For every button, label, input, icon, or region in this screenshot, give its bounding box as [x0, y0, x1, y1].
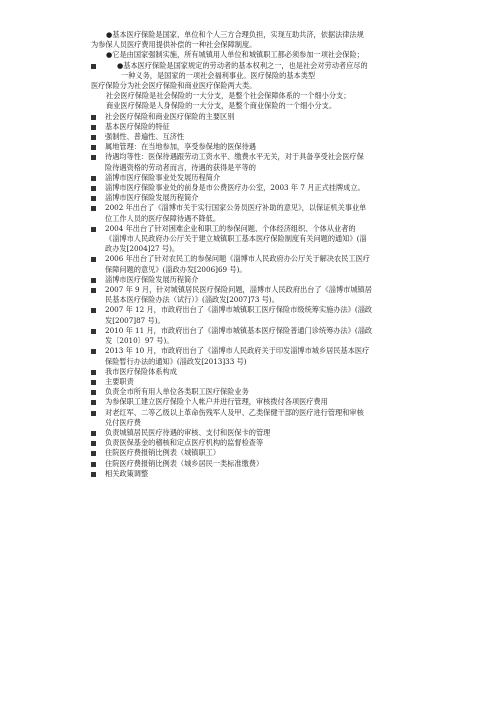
list-item-text: 主要职责	[105, 376, 134, 386]
list-item-text: 淄博市医疗保险发展历程简介	[105, 274, 199, 284]
list-item-text: 淄博市医疗保险事业处发展历程简介	[105, 172, 221, 182]
document-body	[0, 30, 496, 479]
square-bullet-icon	[91, 257, 96, 262]
list-item-text-continued: 政办发[2004]27 号)。	[105, 244, 180, 254]
list-item	[0, 367, 496, 377]
body-line: 医疗保险分为社会医疗保险和商业医疗保险两大类。	[91, 81, 257, 91]
square-bullet-icon	[91, 115, 96, 120]
square-bullet-icon	[91, 206, 96, 211]
square-bullet-icon	[91, 400, 96, 405]
square-bullet-icon	[91, 196, 96, 201]
list-item-text-continued: 险待遇资格的劳动者而言，待遇的获得是平等的	[105, 162, 256, 172]
list-item	[0, 61, 496, 71]
square-bullet-icon	[91, 278, 96, 283]
square-bullet-icon	[91, 125, 96, 130]
list-item	[0, 142, 496, 152]
square-bullet-icon	[91, 431, 96, 436]
list-item-text: 住院医疗费报销比例表（城乡居民一类标准缴费）	[105, 458, 264, 468]
square-bullet-icon	[91, 227, 96, 232]
square-bullet-icon	[91, 390, 96, 395]
intro-line-3: ●它是由国家强制实施，所有城镇用人单位和城镇职工都必须参加一项社会保险；	[106, 50, 364, 60]
intro-line-1: ●基本医疗保险是国家、单位和个人三方合理负担，实现互助共济，依据法律法规	[106, 30, 364, 39]
list-item	[0, 183, 496, 193]
list-item-text: 2010 年 11 月，市政府出台了《淄博市城镇基本医疗保险普通门诊统筹办法》(淄政	[105, 325, 373, 335]
list-item	[0, 326, 496, 346]
square-bullet-icon	[91, 472, 96, 477]
square-bullet-icon	[91, 288, 96, 293]
list-item-text: 2007 年 9 月，针对城镇居民医疗保险问题，淄博市人民政府出台了《淄博市城镇居	[105, 285, 372, 295]
square-bullet-icon	[91, 64, 96, 69]
list-item-text: 负责医保基金的稽核和定点医疗机构的监督检查等	[105, 438, 264, 448]
list-item-text: 我市医疗保险体系构成	[105, 366, 177, 376]
square-bullet-icon	[91, 329, 96, 334]
list-item-text-continued: 位工作人员的医疗保障待遇不降低。	[105, 213, 221, 223]
list-item	[0, 346, 496, 366]
square-bullet-icon	[91, 451, 96, 456]
body-line: 商业医疗保险是人身保险的一大分支，是整个商业保险的一个细小分支。	[106, 101, 337, 111]
list-item-text: 基本医疗保险的特征	[105, 121, 170, 131]
list-item-text: 2002 年出台了《淄博市关于实行国家公务员医疗补助的意见》，以保证机关事业单	[105, 203, 367, 213]
list-item-text: 2004 年出台了针对困难企业和职工的参保问题、个体经济组织、个体从业者的	[105, 223, 356, 233]
list-item	[0, 397, 496, 407]
list-item-text: 属地管理：在当地参加，享受参保地的医保待遇	[105, 142, 256, 152]
list-item	[0, 377, 496, 387]
list-item-text: 待遇均等性：医保待遇跟劳动工资水平、缴费水平无关，对于具备享受社会医疗保	[105, 152, 364, 162]
square-bullet-icon	[91, 441, 96, 446]
list-item-text-continued: 保险暂行办法的通知》(淄政发[2013]33 号)	[105, 356, 247, 366]
list-item	[0, 428, 496, 438]
list-item	[0, 152, 496, 172]
list-item-text: 为参保职工建立医疗保险个人帐户并进行管理，审核拨付各项医疗费用	[105, 397, 328, 407]
list-item	[0, 254, 496, 274]
list-item	[0, 408, 496, 428]
list-item-text: 2013 年 10 月，市政府出台了《淄博市人民政府关于印发淄博市城乡居民基本医疗	[105, 346, 370, 356]
square-bullet-icon	[91, 308, 96, 313]
square-bullet-icon	[91, 155, 96, 160]
list-item	[0, 469, 496, 479]
square-bullet-icon	[91, 411, 96, 416]
square-bullet-icon	[91, 462, 96, 467]
square-bullet-icon	[91, 370, 96, 375]
list-item-text: 住院医疗费报销比例表（城镇职工）	[105, 448, 221, 458]
square-bullet-icon	[91, 349, 96, 354]
list-item-text: 2007 年 12 月，市政府出台了《淄博市城镇职工医疗保险市级统筹实施办法》(淄政	[105, 305, 373, 315]
list-item	[0, 459, 496, 469]
list-item-text: 2006 年出台了针对农民工的参保问题《淄博市人民政府办公厅关于解决农民工医疗	[105, 254, 370, 264]
list-item-text-continued: 《淄博市人民政府办公厅关于建立城镇职工基本医疗保险制度有关问题的通知》(淄	[105, 234, 367, 244]
square-bullet-icon	[91, 380, 96, 385]
list-item-text: 负责全市所有用人单位各类职工医疗保险业务	[105, 387, 249, 397]
list-item-text: 淄博市医疗保险发展历程简介	[105, 193, 199, 203]
list-item	[0, 275, 496, 285]
list-item-text-continued: 保障问题的意见》(淄政办发[2006]69 号)。	[105, 264, 247, 274]
list-item-text: ●基本医疗保险是国家规定的劳动者的基本权利之一，也是社会对劳动者应尽的	[117, 60, 368, 70]
list-item-text: 强制性、普遍性、互济性	[105, 132, 185, 142]
body-line: 一种义务，是国家的一项社会福利事业。医疗保险的基本类型	[121, 70, 316, 80]
list-item	[0, 122, 496, 132]
list-item-text: 负责城镇居民医疗待遇的审核、支付和医保卡的管理	[105, 427, 271, 437]
list-item	[0, 112, 496, 122]
list-item-text: 相关政策调整	[105, 468, 149, 478]
body-line: 社会医疗保险是社会保险的一大分支，是整个社会保障体系的一个细小分支；	[106, 91, 351, 101]
list-item	[0, 132, 496, 142]
square-bullet-icon	[91, 186, 96, 191]
square-bullet-icon	[91, 145, 96, 150]
list-item	[0, 173, 496, 183]
list-item-text-continued: 民基本医疗保险办法（试行）》(淄政发[2007]73 号)。	[105, 295, 279, 305]
list-item-text-continued: 发〔2010〕97 号)。	[105, 336, 174, 346]
list-item	[0, 448, 496, 458]
square-bullet-icon	[91, 176, 96, 181]
list-item-text: 淄博市医疗保险事业处的前身是市公费医疗办公室，2003 年 7 月正式挂牌成立。	[105, 183, 365, 193]
list-item-text-continued: 兑付医疗费	[105, 417, 141, 427]
list-item	[0, 224, 496, 255]
square-bullet-icon	[91, 135, 96, 140]
bullet-list	[0, 112, 496, 479]
list-item	[0, 387, 496, 397]
list-item-text: 对老红军、二等乙级以上革命伤残军人及甲、乙类保健干部的医疗进行管理和审核	[105, 407, 364, 417]
list-item-text-continued: 发[2007]87 号)。	[105, 315, 165, 325]
list-item	[0, 193, 496, 203]
list-item	[0, 285, 496, 305]
list-item-text: 社会医疗保险和商业医疗保险的主要区别	[105, 111, 235, 121]
list-item	[0, 438, 496, 448]
intro-line-2: 为参保人员医疗费用提供补偿的一种社会保障制度。	[91, 40, 257, 50]
list-item	[0, 305, 496, 325]
list-item	[0, 203, 496, 223]
